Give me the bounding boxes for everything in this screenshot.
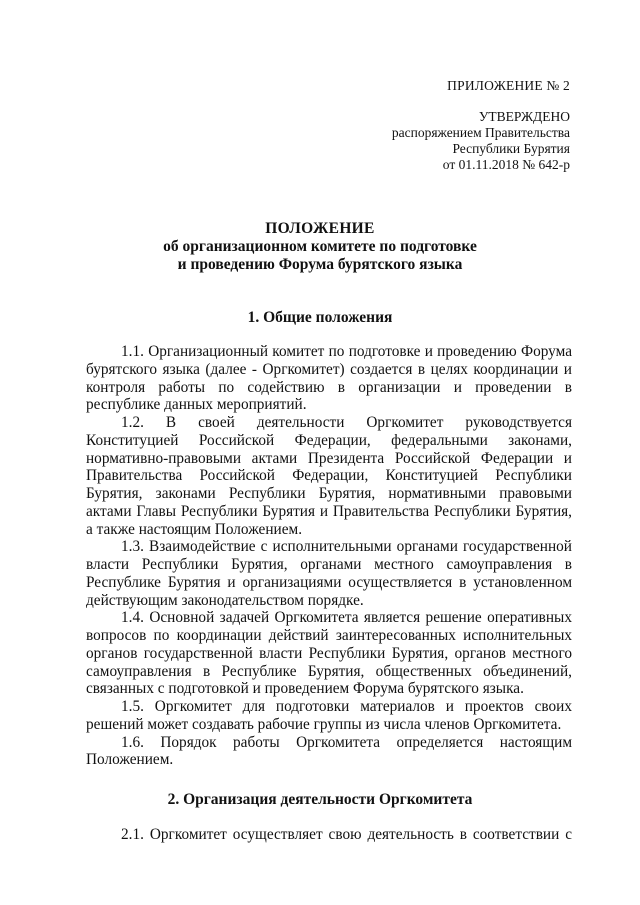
approved-date: от 01.11.2018 № 642-р <box>442 157 570 172</box>
paragraph: 1.4. Основной задачей Оргкомитета является решение оперативных вопросов по координации действий заинтересованных исполнительных органов государственной власти Республики Бурятия, органов местного самоуправления в Республике Бурятия, общественных объединений, связанных с подготовкой и проведением Форума бурятского языка. <box>86 609 572 698</box>
title-line3: и проведению Форума бурятского языка <box>177 256 463 273</box>
section1-heading: 1. Общие положения <box>247 309 393 326</box>
paragraph: 1.6. Порядок работы Оргкомитета определяется настоящим Положением. <box>86 733 572 769</box>
paragraph: 1.2. В своей деятельности Оргкомитет руководствуется Конституцией Российской Федерации, федеральными законами, нормативно-правовыми актами Президента Российской Федерации и Правительства Российской Федерации, Конституцией Республики Бурятия, законами Республики Бурятия, нормативными правовыми актами Главы Республики Бурятия и Правительства Республики Бурятия, а также настоящим Положением. <box>86 414 572 538</box>
title-line2: об организационном комитете по подготовке <box>163 238 477 255</box>
approval-block <box>392 109 570 173</box>
section2-heading: 2. Организация деятельности Оргкомитета <box>167 791 473 808</box>
approved-by-line1: распоряжением Правительства <box>391 125 570 140</box>
paragraph: 1.5. Оргкомитет для подготовки материалов и проектов своих решений может создавать рабочие группы из числа членов Оргкомитета. <box>86 698 572 733</box>
section2-body <box>86 826 572 844</box>
approved-label: УТВЕРЖДЕНО <box>478 109 570 124</box>
paragraph: 2.1. Оргкомитет осуществляет свою деятельность в соответствии с <box>121 826 572 843</box>
section1-body <box>86 343 572 769</box>
paragraph: 1.3. Взаимодействие с исполнительными органами государственной власти Республики Бурятия, органами местного самоуправления в Республике Бурятия и организациями осуществляется в установленном действующим законодательством порядке. <box>86 538 572 609</box>
title-line1: ПОЛОЖЕНИЕ <box>265 220 375 237</box>
document-title <box>0 220 640 274</box>
appendix-label: ПРИЛОЖЕНИЕ № 2 <box>447 78 570 93</box>
approved-by-line2: Республики Бурятия <box>452 141 570 156</box>
paragraph: 1.1. Организационный комитет по подготовке и проведению Форума бурятского языка (далее - Оргкомитет) создается в целях координации и контроля работы по содействию в организации и проведении в республике данных мероприятий. <box>86 343 572 414</box>
